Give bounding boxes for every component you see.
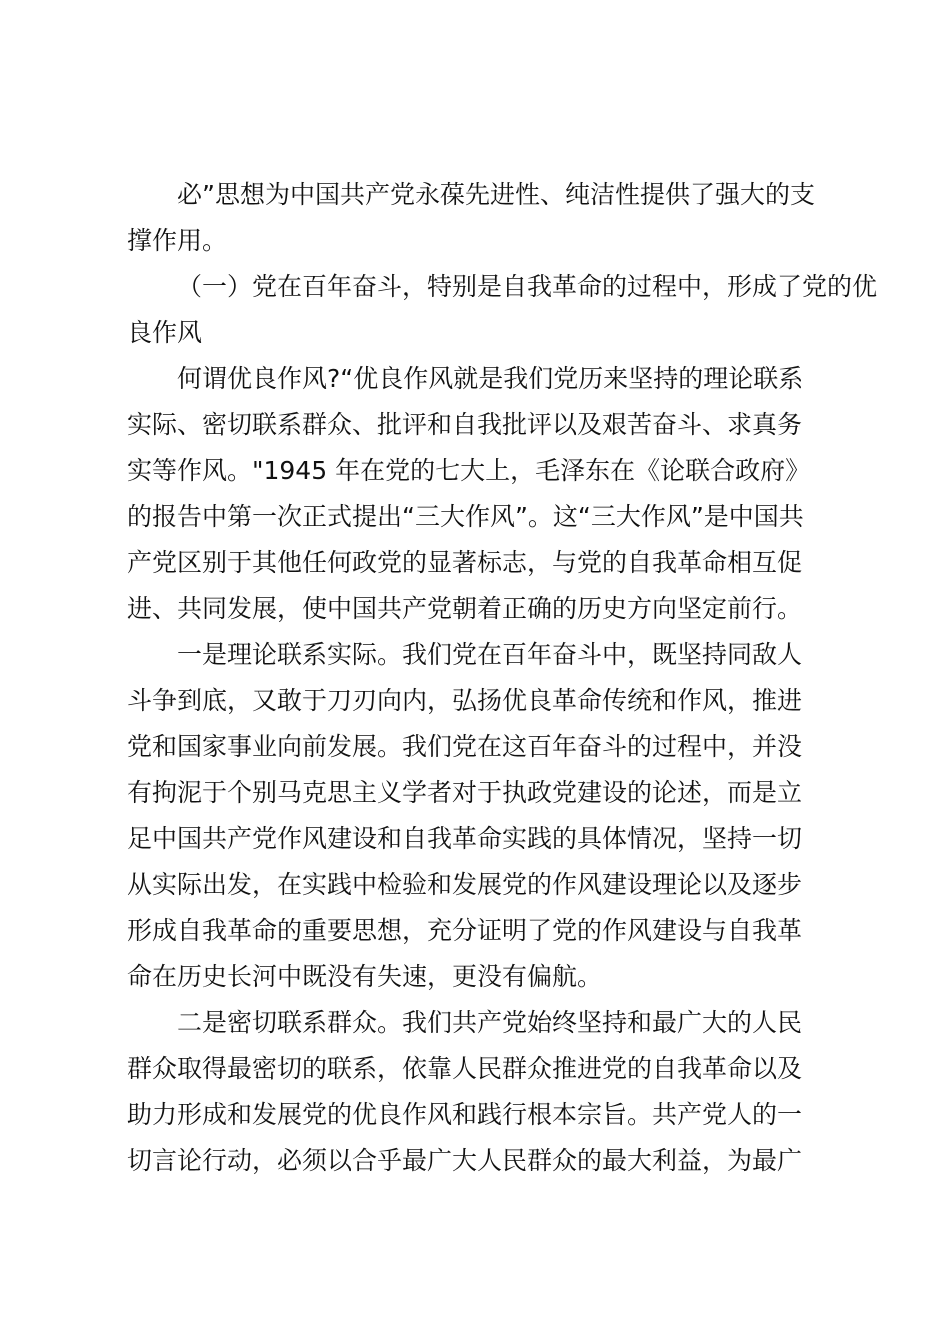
text-line: 切言论行动，必须以合乎最广大人民群众的最大利益，为最广	[127, 1146, 803, 1175]
text-line: 助力形成和发展党的优良作风和践行根本宗旨。共产党人的一	[127, 1100, 803, 1129]
text-line: 必”思想为中国共产党永葆先进性、纯洁性提供了强大的支	[177, 180, 815, 209]
text-line: 一是理论联系实际。我们党在百年奋斗中，既坚持同敌人	[177, 640, 803, 669]
text-line: 产党区别于其他任何政党的显著标志，与党的自我革命相互促	[127, 548, 803, 577]
text-line: 斗争到底，又敢于刀刃向内，弘扬优良革命传统和作风，推进	[127, 686, 803, 715]
text-line: 撑作用。	[127, 226, 228, 255]
text-line: 实际、密切联系群众、批评和自我批评以及艰苦奋斗、求真务	[127, 410, 803, 439]
section-heading-line: （一）党在百年奋斗，特别是自我革命的过程中，形成了党的优	[177, 272, 878, 301]
text-line: 的报告中第一次正式提出“三大作风”。这“三大作风”是中国共	[127, 502, 804, 531]
section-heading-line: 良作风	[127, 318, 203, 347]
document-body	[127, 172, 878, 1184]
text-line: 二是密切联系群众。我们共产党始终坚持和最广大的人民	[177, 1008, 803, 1037]
text-line: 何谓优良作风?“优良作风就是我们党历来坚持的理论联系	[177, 364, 804, 393]
text-line: 群众取得最密切的联系，依靠人民群众推进党的自我革命以及	[127, 1054, 803, 1083]
text-line: 形成自我革命的重要思想，充分证明了党的作风建设与自我革	[127, 916, 803, 945]
text-line: 有拘泥于个别马克思主义学者对于执政党建设的论述，而是立	[127, 778, 803, 807]
text-line: 实等作风。"1945 年在党的七大上，毛泽东在《论联合政府》	[127, 456, 811, 485]
text-line: 党和国家事业向前发展。我们党在这百年奋斗的过程中，并没	[127, 732, 803, 761]
text-line: 从实际出发，在实践中检验和发展党的作风建设理论以及逐步	[127, 870, 803, 899]
text-line: 足中国共产党作风建设和自我革命实践的具体情况，坚持一切	[127, 824, 803, 853]
text-line: 命在历史长河中既没有失速，更没有偏航。	[127, 962, 603, 991]
text-line: 进、共同发展，使中国共产党朝着正确的历史方向坚定前行。	[127, 594, 803, 623]
